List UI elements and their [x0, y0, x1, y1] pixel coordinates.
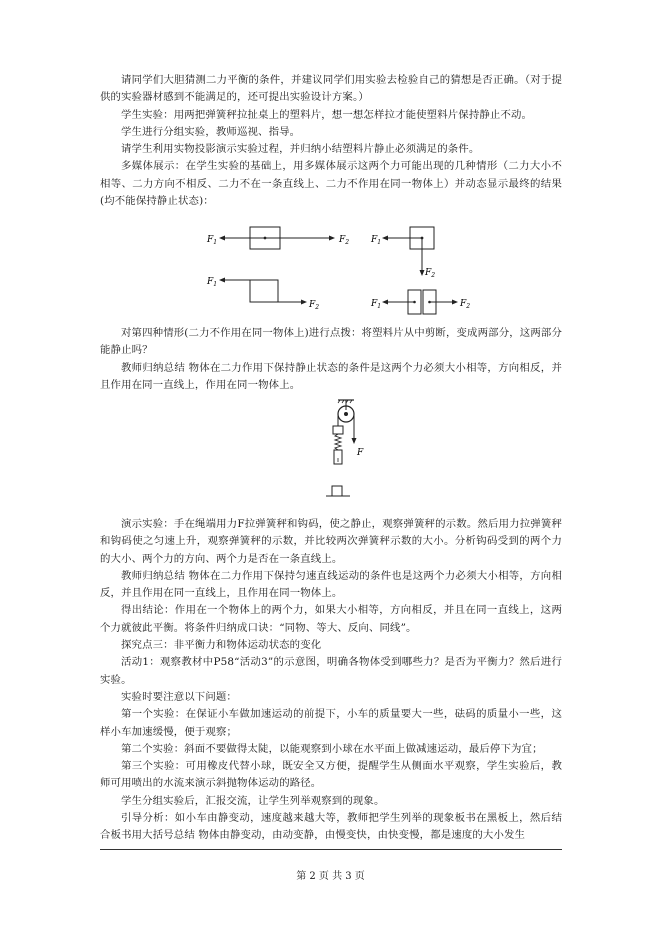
arrowhead [382, 300, 388, 305]
page-number: 第 2 页 共 3 页 [296, 871, 365, 882]
force-label-f1: $F_1$ [371, 299, 382, 310]
force-label-f2: $F_2$ [425, 268, 436, 279]
paragraph: 请学生利用实物投影演示实验过程，并归纳小结塑料片静止必须满足的条件。 [121, 143, 480, 156]
arrowhead [329, 236, 335, 241]
spring [335, 434, 341, 450]
force-label-f1: $F_1$ [207, 277, 218, 288]
paragraph: 得出结论：作用在一个物体上的两个力，如果大小相等，方向相反，并且在同一直线上，这两个力就彼此平衡。将条件归纳成口诀：“同物、等大、反向、同线”。 [100, 604, 562, 634]
spring-scale-top [333, 426, 343, 434]
paragraph: 演示实验：手在绳端用力F拉弹簧秤和钩码，使之静止，观察弹簧秤的示数。然后用力拉弹簧秤和钩码使之匀速上升，观察弹簧秤的示数，并比较两次弹簧秤示数的大小。分析钩码受到的两个力的大小、两个力的方向、两个力是否在一条直线上。 [100, 518, 562, 565]
base-block [332, 486, 342, 496]
arrowhead [382, 236, 388, 241]
force-diagram-perpendicular-and-split [368, 222, 478, 322]
force-label-f1: $F_1$ [207, 235, 218, 246]
pulley-diagram [316, 398, 366, 510]
paragraph: 多媒体展示：在学生实验的基础上，用多媒体展示这两个力可能出现的几种情形（二力大小不相等、二力方向不相反、二力不在一条直线上、二力不作用在同一物体上）并动态显示最终的结果(均不能保持静止状态)： [100, 160, 562, 208]
paragraph: 学生进行分组实验，教师巡视、指导。 [121, 125, 301, 138]
paragraph: 学生分组实验后，汇报交流，让学生列举观察到的现象。 [121, 794, 385, 807]
force-label-f2: $F_2$ [460, 299, 471, 310]
arrowhead [352, 438, 357, 444]
paragraph: 教师归纳总结 物体在二力作用下保持静止状态的条件是这两个力必须大小相等，方向相反，并且作用在同一直线上，作用在同一物体上。 [100, 361, 562, 391]
pulley-axle [344, 412, 348, 416]
paragraph: 第二个实验：斜面不要做得太陡，以能观察到小球在水平面上做减速运动，最后停下为宜； [121, 742, 543, 755]
text-block-bottom [100, 516, 562, 845]
text-block-top [100, 72, 562, 210]
footer-rule [100, 849, 562, 850]
paragraph: 第一个实验：在保证小车做加速运动的前提下，小车的质量要大一些，砝码的质量小一些，这样小车加速缓慢，便于观察； [100, 708, 562, 738]
paragraph: 对第四种情形(二力不作用在同一物体上)进行点拨：将塑料片从中剪断，变成两部分，这两部分能静止吗？ [100, 327, 562, 357]
plastic-card [250, 280, 278, 302]
paragraph: 教师归纳总结 物体在二力作用下保持匀速直线运动的条件也是这两个力必须大小相等，方向相反，并且作用在同一直线上，且作用在同一物体上。 [100, 569, 562, 600]
text-block-middle [100, 325, 562, 394]
paragraph: 学生实验：用两把弹簧秤拉扯桌上的塑料片，想一想怎样拉才能使塑料片保持静止不动。 [121, 108, 533, 121]
pull-force-label: F [357, 448, 364, 458]
paragraph: 实验时要注意以下问题： [121, 690, 237, 703]
force-label-f2: $F_2$ [309, 300, 320, 311]
arrowhead [219, 278, 225, 283]
paragraph: 请同学们大胆猜测二力平衡的条件，并建议同学们用实验去检验自己的猜想是否正确。（对于提供的实验器材感到不能满足的，还可提出实验设计方案。） [100, 74, 562, 104]
paragraph: 第三个实验：可用橡皮代替小球，既安全又方便，提醒学生从侧面水平观察，学生实验后，教师可用喷出的水流来演示斜抛物体运动的路径。 [100, 760, 562, 790]
arrowhead [219, 236, 225, 241]
arrowhead [452, 300, 458, 305]
paragraph: 引导分析：如小车由静变动，速度越来越大等，教师把学生列举的现象板书在黑板上，然后结合板书用大括号总结 物体由静变动，由动变静，由慢变快，由快变慢，都是速度的大小发生 [100, 812, 562, 842]
force-label-f1: $F_1$ [371, 235, 382, 246]
force-diagram-unequal-and-offset [205, 222, 365, 322]
paragraph: 活动1：观察教材中P58“活动3”的示意图，明确各物体受到哪些力？是否为平衡力？然后进行实验。 [100, 656, 562, 686]
force-label-f2: $F_2$ [339, 235, 350, 246]
arrowhead [301, 300, 307, 305]
arrowhead [420, 270, 425, 276]
section-heading: 探究点三：非平衡力和物体运动状态的变化 [121, 639, 322, 652]
